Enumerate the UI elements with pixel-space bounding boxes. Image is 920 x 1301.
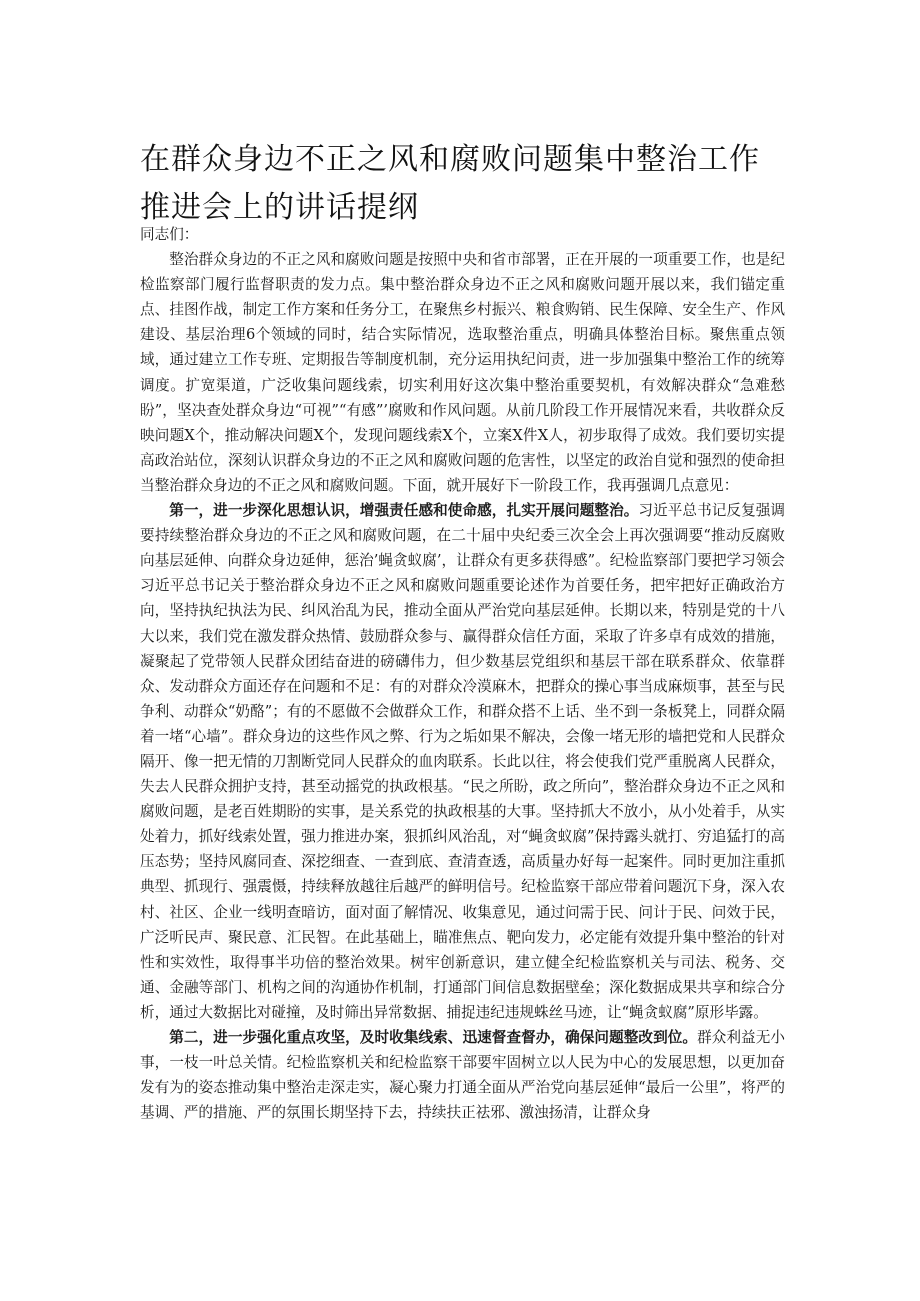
point-two-heading: 第二，进一步强化重点攻坚，及时收集线索、迅速督查督办，确保问题整改到位。 <box>169 1029 698 1046</box>
greeting: 同志们： <box>140 226 199 243</box>
point-two-paragraph <box>140 1025 785 1125</box>
point-one-paragraph <box>140 498 785 1025</box>
point-one-text: 习近平总书记反复强调要持续整治群众身边的不正之风和腐败问题，在二十届中央纪委三次全会上再次强调要“推动反腐败向基层延伸、向群众身边延伸，惩治’蝇贪蚁腐’，让群众有更多获得感”。纪检监察部门要把学习领会习近平总书记关于整治群众身边不正之风和腐败问题重要论述作为首要任务，把牢把好正确政治方向，坚持执纪执法为民、纠风治乱为民，推动全面从严治党向基层延伸。长期以来，特别是党的十八大以来，我们党在激发群众热情、鼓励群众参与、赢得群众信任方面，采取了许多卓有成效的措施，凝聚起了党带领人民群众团结奋进的磅礴伟力，但少数基层党组织和基层干部在联系群众、依靠群众、发动群众方面还存在问题和不足：有的对群众冷漠麻木，把群众的操心事当成麻烦事，甚至与民争利、动群众“奶酪”；有的不愿做不会做群众工作，和群众搭不上话、坐不到一条板凳上，同群众隔着一堵“心墙”。群众身边的这些作风之弊、行为之垢如果不解决，会像一堵无形的墙把党和人民群众隔开、像一把无情的刀割断党同人民群众的血肉联系。长此以往，将会使我们党严重脱离人民群众，失去人民群众拥护支持，甚至动摇党的执政根基。“民之所盼，政之所向”，整治群众身边不正之风和腐败问题，是老百姓期盼的实事，是关系党的执政根基的大事。坚持抓大不放小，从小处着手，从实处着力，抓好线索处置，强力推进办案，狠抓纠风治乱，对“蝇贪蚁腐”保持露头就打、穷追猛打的高压态势；坚持风腐同查、深挖细查、一查到底、查清查透，高质量办好每一起案件。同时更加注重抓典型、抓现行、强震慑，持续释放越往后越严的鲜明信号。纪检监察干部应带着问题沉下身，深入农村、社区、企业一线明查暗访，面对面了解情况、收集意见，通过问需于民、问计于民、问效于民，广泛听民声、聚民意、汇民智。在此基础上，瞄准焦点、靶向发力，必定能有效提升集中整治的针对性和实效性，取得事半功倍的整治效果。树牢创新意识，建立健全纪检监察机关与司法、税务、交通、金融等部门、机构之间的沟通协作机制，打通部门间信息数据壁垒；深化数据成果共享和综合分析，通过大数据比对碰撞，及时筛出异常数据、捕捉违纪违规蛛丝马迹，让“蝇贪蚁腐”原形毕露。 <box>140 502 785 1021</box>
point-one-heading: 第一，进一步深化思想认识，增强责任感和使命感，扎实开展问题整治。 <box>169 502 639 520</box>
intro-paragraph: 整治群众身边的不正之风和腐败问题是按照中央和省市部署，正在开展的一项重要工作，也是纪检监察部门履行监督职责的发力点。集中整治群众身边不正之风和腐败问题开展以来，我们锚定重点、挂图作战，制定工作方案和任务分工，在聚焦乡村振兴、粮食购销、民生保障、安全生产、作风建设、基层治理6个领域的同时，结合实际情况，选取整治重点，明确具体整治目标。聚焦重点领域，通过建立工作专班、定期报告等制度机制，充分运用执纪问责，进一步加强集中整治工作的统筹调度。扩宽渠道，广泛收集问题线索，切实利用好这次集中整治重要契机，有效解决群众“急难愁盼”，坚决查处群众身边“可视”“有感”’腐败和作风问题。从前几阶段工作开展情况来看，共收群众反映问题X个，推动解决问题X个，发现问题线索X个，立案X件X人，初步取得了成效。我们要切实提高政治站位，深刻认识群众身边的不正之风和腐败问题的危害性，以坚定的政治自觉和强烈的使命担当整治群众身边的不正之风和腐败问题。下面，就开展好下一阶段工作，我再强调几点意见： <box>140 251 785 494</box>
document-body <box>140 222 785 1125</box>
document-title: 在群众身边不正之风和腐败问题集中整治工作推进会上的讲话提纲 <box>140 142 760 226</box>
point-two-text: 群众利益无小事，一枝一叶总关情。纪检监察机关和纪检监察干部要牢固树立以人民为中心的发展思想，以更加奋发有为的姿态推动集中整治走深走实，凝心聚力打通全面从严治党向基层延伸“最后一公里”，将严的基调、严的措施、严的氛围长期坚持下去，持续扶正祛邪、激浊扬清，让群众身 <box>140 1029 785 1122</box>
